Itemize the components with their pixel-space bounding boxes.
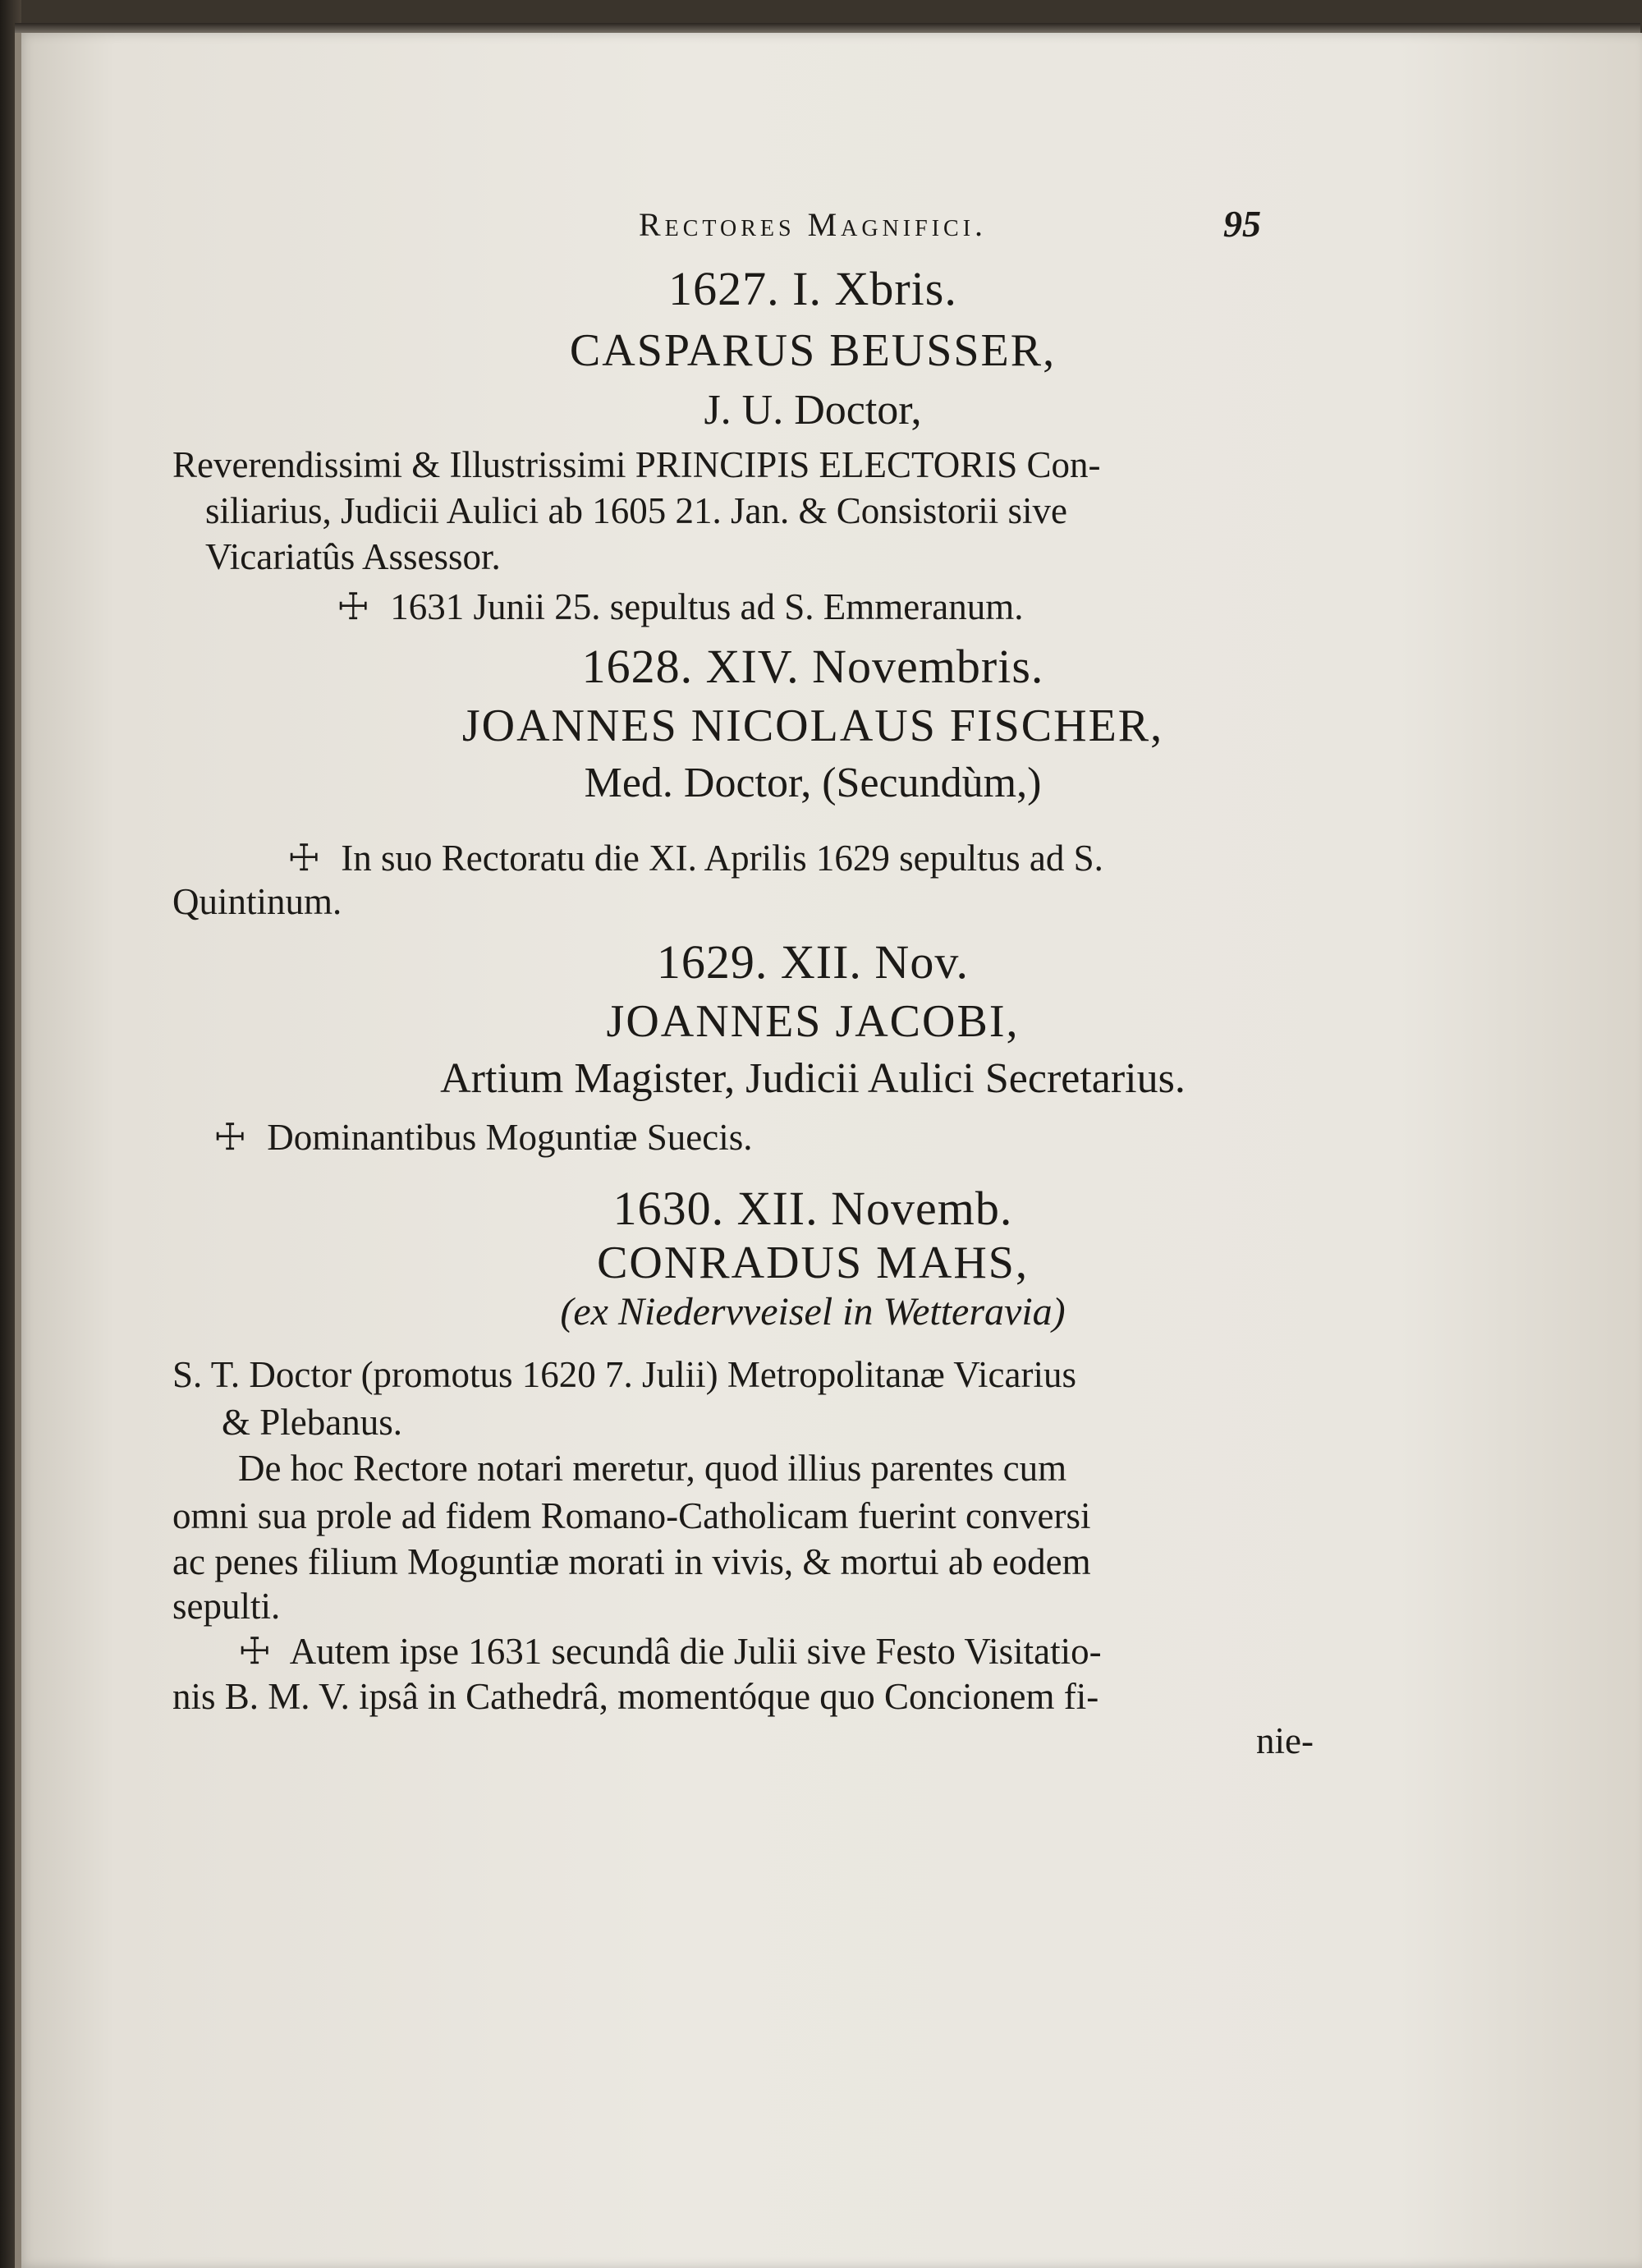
entry-1629-obit bbox=[213, 1115, 753, 1159]
cross-icon: ☩ bbox=[213, 1117, 247, 1158]
entry-1628-obit bbox=[287, 836, 1103, 879]
entry-1629-name: JOANNES JACOBI, bbox=[606, 996, 1020, 1047]
entry-1628-date: 1628. XIV. Novembris. bbox=[581, 640, 1044, 693]
entry-1630-note-line-1: De hoc Rectore notari meretur, quod illius parentes cum bbox=[238, 1448, 1067, 1489]
entry-1627-body-line-2: siliarius, Judicii Aulici ab 1605 21. Jan. & Consistorii sive bbox=[205, 490, 1067, 531]
entry-1630-date: 1630. XII. Novemb. bbox=[612, 1182, 1013, 1235]
entry-1629-date: 1629. XII. Nov. bbox=[656, 935, 970, 989]
entry-1627-body-line-3: Vicariatûs Assessor. bbox=[205, 536, 501, 577]
entry-1630-body-line-2: & Plebanus. bbox=[222, 1402, 402, 1443]
entry-1627-date: 1627. I. Xbris. bbox=[668, 262, 957, 315]
entry-1628-degree: Med. Doctor, (Secundùm,) bbox=[584, 760, 1042, 806]
entry-1627-obit-text: 1631 Junii 25. sepultus ad S. Emmeranum. bbox=[390, 586, 1024, 627]
entry-1630-origin: (ex Niedervveisel in Wetteravia) bbox=[560, 1290, 1066, 1334]
entry-1627-name: CASPARUS BEUSSER, bbox=[569, 325, 1057, 376]
entry-1630-obit bbox=[238, 1629, 1102, 1673]
entry-1629-obit-text: Dominantibus Moguntiæ Suecis. bbox=[267, 1117, 753, 1158]
cross-icon: ☩ bbox=[337, 586, 370, 627]
running-title: Rectores Magnifici. bbox=[638, 206, 988, 243]
entry-1629-degree: Artium Magister, Judicii Aulici Secretarius. bbox=[440, 1055, 1186, 1102]
entry-1627-body-line-1: Reverendissimi & Illustrissimi PRINCIPIS ELECTORIS Con- bbox=[172, 444, 1101, 485]
entry-1630-name: CONRADUS MAHS, bbox=[597, 1237, 1029, 1288]
entry-1627-obit bbox=[337, 585, 1023, 628]
entry-1627-degree: J. U. Doctor, bbox=[704, 387, 922, 434]
entry-1630-note-line-4: sepulti. bbox=[172, 1586, 281, 1627]
entry-1630-obit-text-1: Autem ipse 1631 secundâ die Julii sive Festo Visitatio- bbox=[289, 1631, 1102, 1672]
entry-1630-note-line-2: omni sua prole ad fidem Romano-Catholicam fuerint conversi bbox=[172, 1495, 1091, 1536]
cross-icon: ☩ bbox=[287, 838, 321, 879]
entry-1628-obit-text-1: In suo Rectoratu die XI. Aprilis 1629 sepultus ad S. bbox=[341, 838, 1103, 879]
catchword: nie- bbox=[1256, 1720, 1314, 1761]
page-number: 95 bbox=[1223, 203, 1261, 245]
cross-icon: ☩ bbox=[238, 1631, 272, 1672]
entry-1628-name: JOANNES NICOLAUS FISCHER, bbox=[461, 700, 1164, 751]
entry-1630-obit-line-2: nis B. M. V. ipsâ in Cathedrâ, momentóque quo Concionem fi- bbox=[172, 1676, 1099, 1717]
entry-1630-body-line-1: S. T. Doctor (promotus 1620 7. Julii) Metropolitanæ Vicarius bbox=[172, 1354, 1076, 1395]
entry-1628-obit-line-2: Quintinum. bbox=[172, 881, 342, 922]
entry-1630-note-line-3: ac penes filium Moguntiæ morati in vivis, & mortui ab eodem bbox=[172, 1541, 1091, 1582]
